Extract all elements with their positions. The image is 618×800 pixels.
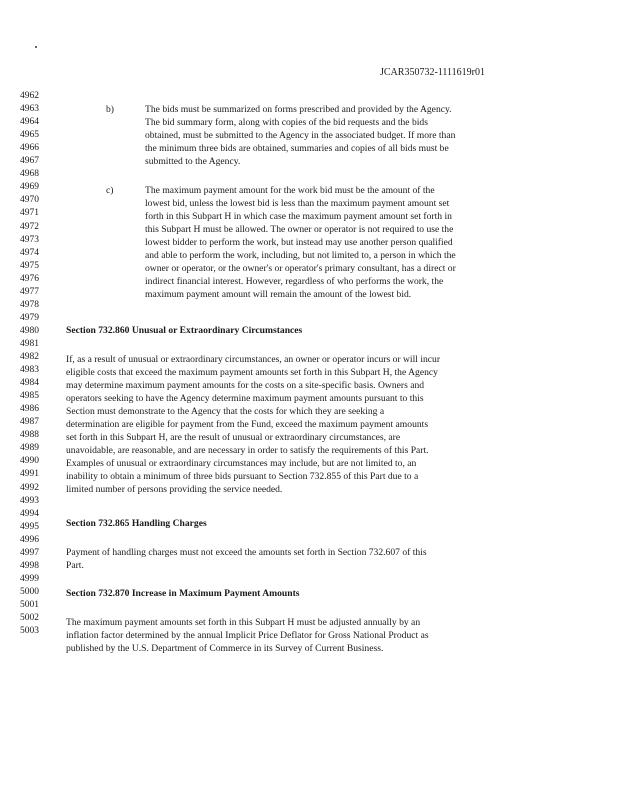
line-number: 4989	[20, 443, 39, 454]
subsection-b-line: the minimum three bids are obtained, summaries and copies of all bids must be	[145, 143, 449, 154]
subsection-b-label: b)	[106, 104, 114, 115]
paragraph-line: Section must demonstrate to the Agency that the costs for which they are seeking a	[66, 406, 385, 417]
line-number: 4969	[20, 182, 39, 193]
subsection-c-line: forth in this Subpart H in which case the maximum payment amount set forth in	[145, 211, 452, 222]
line-number: 4966	[20, 143, 39, 154]
subsection-c-line: lowest bid, unless the lowest bid is less than the maximum payment amount set	[145, 198, 450, 209]
section-heading: Section 732.865 Handling Charges	[66, 518, 207, 529]
line-number: 4998	[20, 560, 39, 571]
subsection-c-line: indirect financial interest. However, regardless of who performs the work, the	[145, 276, 444, 287]
section-heading: Section 732.860 Unusual or Extraordinary Circumstances	[66, 325, 303, 336]
line-number: 4968	[20, 169, 39, 180]
line-number: 4981	[20, 338, 39, 349]
paragraph-line: Examples of unusual or extraordinary circumstances may include, but are not limited to, an	[66, 458, 417, 469]
paragraph-line: Part.	[66, 560, 84, 571]
section-heading: Section 732.870 Increase in Maximum Payment Amounts	[66, 588, 300, 599]
subsection-b-line: submitted to the Agency.	[145, 156, 241, 167]
paragraph-line: operators seeking to have the Agency determine maximum payment amounts pursuant to this	[66, 393, 424, 404]
paragraph-line: inflation factor determined by the annual Implicit Price Deflator for Gross National Product as	[66, 630, 429, 641]
paragraph-line: inability to obtain a minimum of three bids pursuant to Section 732.855 of this Part due to a	[66, 471, 419, 482]
line-number: 4980	[20, 325, 39, 336]
paragraph-line: may determine maximum payment amounts for the costs on a site-specific basis. Owners and	[66, 380, 425, 391]
line-number: 4970	[20, 195, 39, 206]
line-number: 4983	[20, 365, 39, 376]
subsection-c-line: this Subpart H must be allowed. The owner or operator is not required to use the	[145, 224, 454, 235]
paragraph-line: limited number of persons providing the service needed.	[66, 484, 283, 495]
subsection-b-line: The bid summary form, along with copies of the bid requests and the bids	[145, 117, 428, 128]
paragraph-line: unavoidable, are reasonable, and are necessary in order to satisfy the requirements of this Part.	[66, 445, 429, 456]
subsection-c-line: and able to perform the work, including, but not limited to, a person in which the	[145, 250, 456, 261]
line-number: 4979	[20, 312, 39, 323]
line-number: 4990	[20, 456, 39, 467]
line-number: 4976	[20, 273, 39, 284]
line-number: 4997	[20, 547, 39, 558]
line-number: 4988	[20, 430, 39, 441]
line-number: 4987	[20, 417, 39, 428]
paragraph-line: eligible costs that exceed the maximum payment amounts set forth in this Subpart H, the Agency	[66, 367, 438, 378]
line-number: 4965	[20, 130, 39, 141]
line-number: 4975	[20, 260, 39, 271]
paragraph-line: determination are eligible for payment from the Fund, exceed the maximum payment amounts	[66, 419, 429, 430]
line-number: 4977	[20, 286, 39, 297]
line-number: 4995	[20, 521, 39, 532]
paragraph-line: published by the U.S. Department of Commerce in its Survey of Current Business.	[66, 643, 384, 654]
line-number: 4972	[20, 221, 39, 232]
paragraph-line: Payment of handling charges must not exceed the amounts set forth in Section 732.607 of this	[66, 547, 427, 558]
line-number: 4962	[20, 91, 39, 101]
line-number: 4991	[20, 469, 39, 480]
line-number: 4982	[20, 352, 39, 362]
subsection-c-line: owner or operator, or the owner's or operator's primary consultant, has a direct or	[145, 263, 456, 274]
line-number: 4978	[20, 299, 39, 310]
line-number: 4999	[20, 573, 39, 584]
line-number: 5003	[20, 626, 39, 637]
line-number: 4993	[20, 495, 39, 506]
scan-speck	[35, 46, 37, 48]
line-number: 5000	[20, 586, 39, 597]
paragraph-line: The maximum payment amounts set forth in this Subpart H must be adjusted annually by an	[66, 617, 421, 628]
line-number: 4963	[20, 104, 39, 115]
paragraph-line: set forth in this Subpart H, are the result of unusual or extraordinary circumstances, are	[66, 432, 401, 443]
subsection-b-line: obtained, must be submitted to the Agency in the associated budget. If more than	[145, 130, 456, 141]
line-number: 4974	[20, 247, 39, 258]
line-number: 4996	[20, 534, 39, 545]
line-number: 4992	[20, 482, 39, 493]
line-number: 4985	[20, 391, 39, 402]
subsection-c-line: lowest bidder to perform the work, but instead may use another person qualified	[145, 237, 453, 248]
document-id: JCAR350732-1111619r01	[380, 67, 485, 78]
subsection-c-label: c)	[106, 185, 114, 196]
line-number: 4964	[20, 117, 39, 128]
line-number: 4973	[20, 234, 39, 245]
subsection-c-line: The maximum payment amount for the work bid must be the amount of the	[145, 185, 435, 196]
paragraph-line: If, as a result of unusual or extraordinary circumstances, an owner or operator incurs or will incur	[66, 354, 441, 365]
line-number: 4967	[20, 156, 39, 167]
subsection-c-line: maximum payment amount will remain the amount of the lowest bid.	[145, 289, 412, 300]
line-number: 4994	[20, 508, 39, 519]
line-number: 5002	[20, 613, 39, 623]
subsection-b-line: The bids must be summarized on forms prescribed and provided by the Agency.	[145, 104, 452, 115]
line-number: 4971	[20, 208, 39, 219]
line-number: 4984	[20, 378, 39, 389]
line-number: 4986	[20, 404, 39, 415]
line-number: 5001	[20, 599, 39, 610]
